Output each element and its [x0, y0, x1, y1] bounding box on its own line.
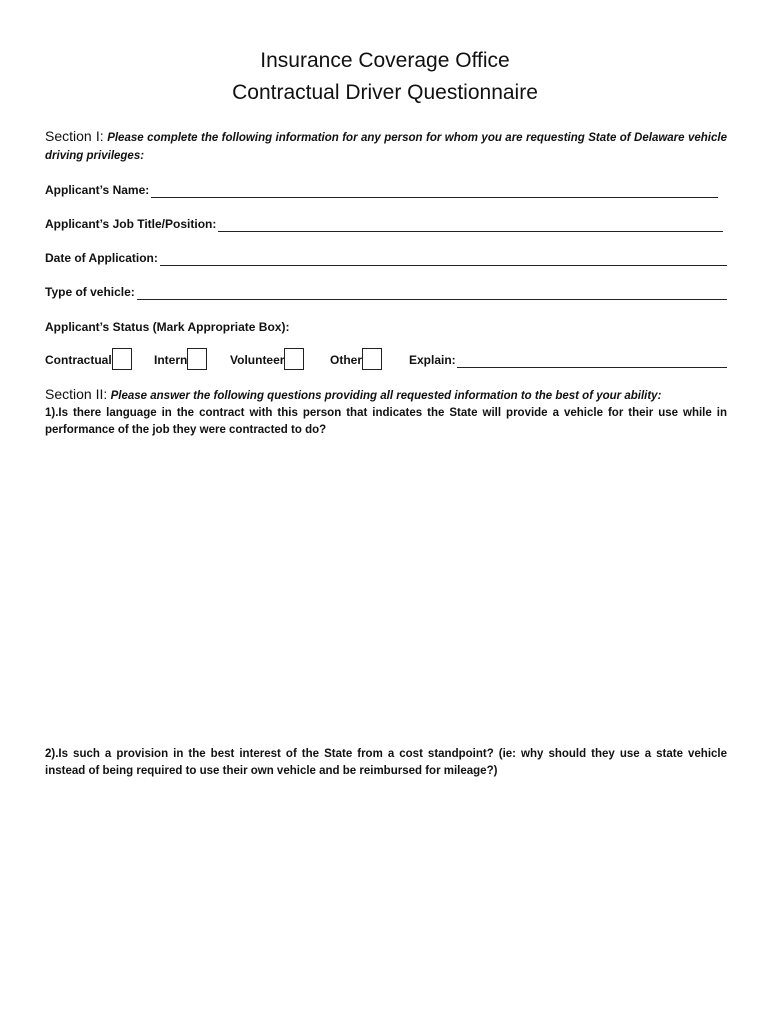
volunteer-label: Volunteer [230, 353, 285, 367]
status-option-contractual [45, 346, 132, 368]
intern-label: Intern [154, 353, 188, 367]
section2-instructions: Please answer the following questions providing all requested information to the best of your ability: [110, 390, 662, 402]
section1-heading [45, 128, 727, 165]
status-label: Applicant’s Status (Mark Appropriate Box): [45, 320, 290, 334]
explain-label: Explain: [409, 353, 456, 367]
question-1: 1).Is there language in the contract with this person that indicates the State will provide a vehicle for their use while in performance of the job they were contracted to do? [45, 407, 727, 436]
explain-line[interactable] [457, 354, 727, 368]
job-title-label: Applicant’s Job Title/Position: [45, 217, 217, 231]
other-label: Other [330, 353, 363, 367]
applicant-name-line[interactable] [151, 184, 718, 198]
other-checkbox[interactable] [362, 348, 382, 370]
job-title-line[interactable] [218, 218, 723, 232]
volunteer-checkbox[interactable] [284, 348, 304, 370]
date-of-application-label: Date of Application: [45, 251, 158, 265]
section1-label: Section I: [45, 128, 104, 144]
applicant-name-label: Applicant’s Name: [45, 183, 150, 197]
contractual-checkbox[interactable] [112, 348, 132, 370]
explain-field [409, 352, 727, 368]
office-title: Insurance Coverage Office [260, 49, 510, 72]
section2-heading [45, 386, 727, 405]
type-of-vehicle-field [45, 284, 727, 300]
date-of-application-line[interactable] [160, 252, 727, 266]
status-options [45, 340, 727, 370]
intern-checkbox[interactable] [187, 348, 207, 370]
date-of-application-field [45, 250, 727, 266]
form-title: Contractual Driver Questionnaire [232, 81, 538, 104]
status-option-volunteer [230, 346, 304, 368]
type-of-vehicle-line[interactable] [137, 286, 727, 300]
job-title-field [45, 216, 723, 232]
section2-label: Section II: [45, 386, 108, 402]
applicant-name-field [45, 182, 718, 198]
type-of-vehicle-label: Type of vehicle: [45, 285, 135, 299]
contractual-label: Contractual [45, 353, 112, 367]
section1-instructions: Please complete the following information for any person for whom you are requesting State of Delaware vehicle driving privileges: [45, 132, 727, 162]
status-option-intern [154, 346, 207, 368]
status-option-other [330, 346, 382, 368]
question-2: 2).Is such a provision in the best interest of the State from a cost standpoint? (ie: why should they use a state vehicle instead of being required to use their own vehicle and be reimbursed for mileage?) [45, 748, 727, 777]
